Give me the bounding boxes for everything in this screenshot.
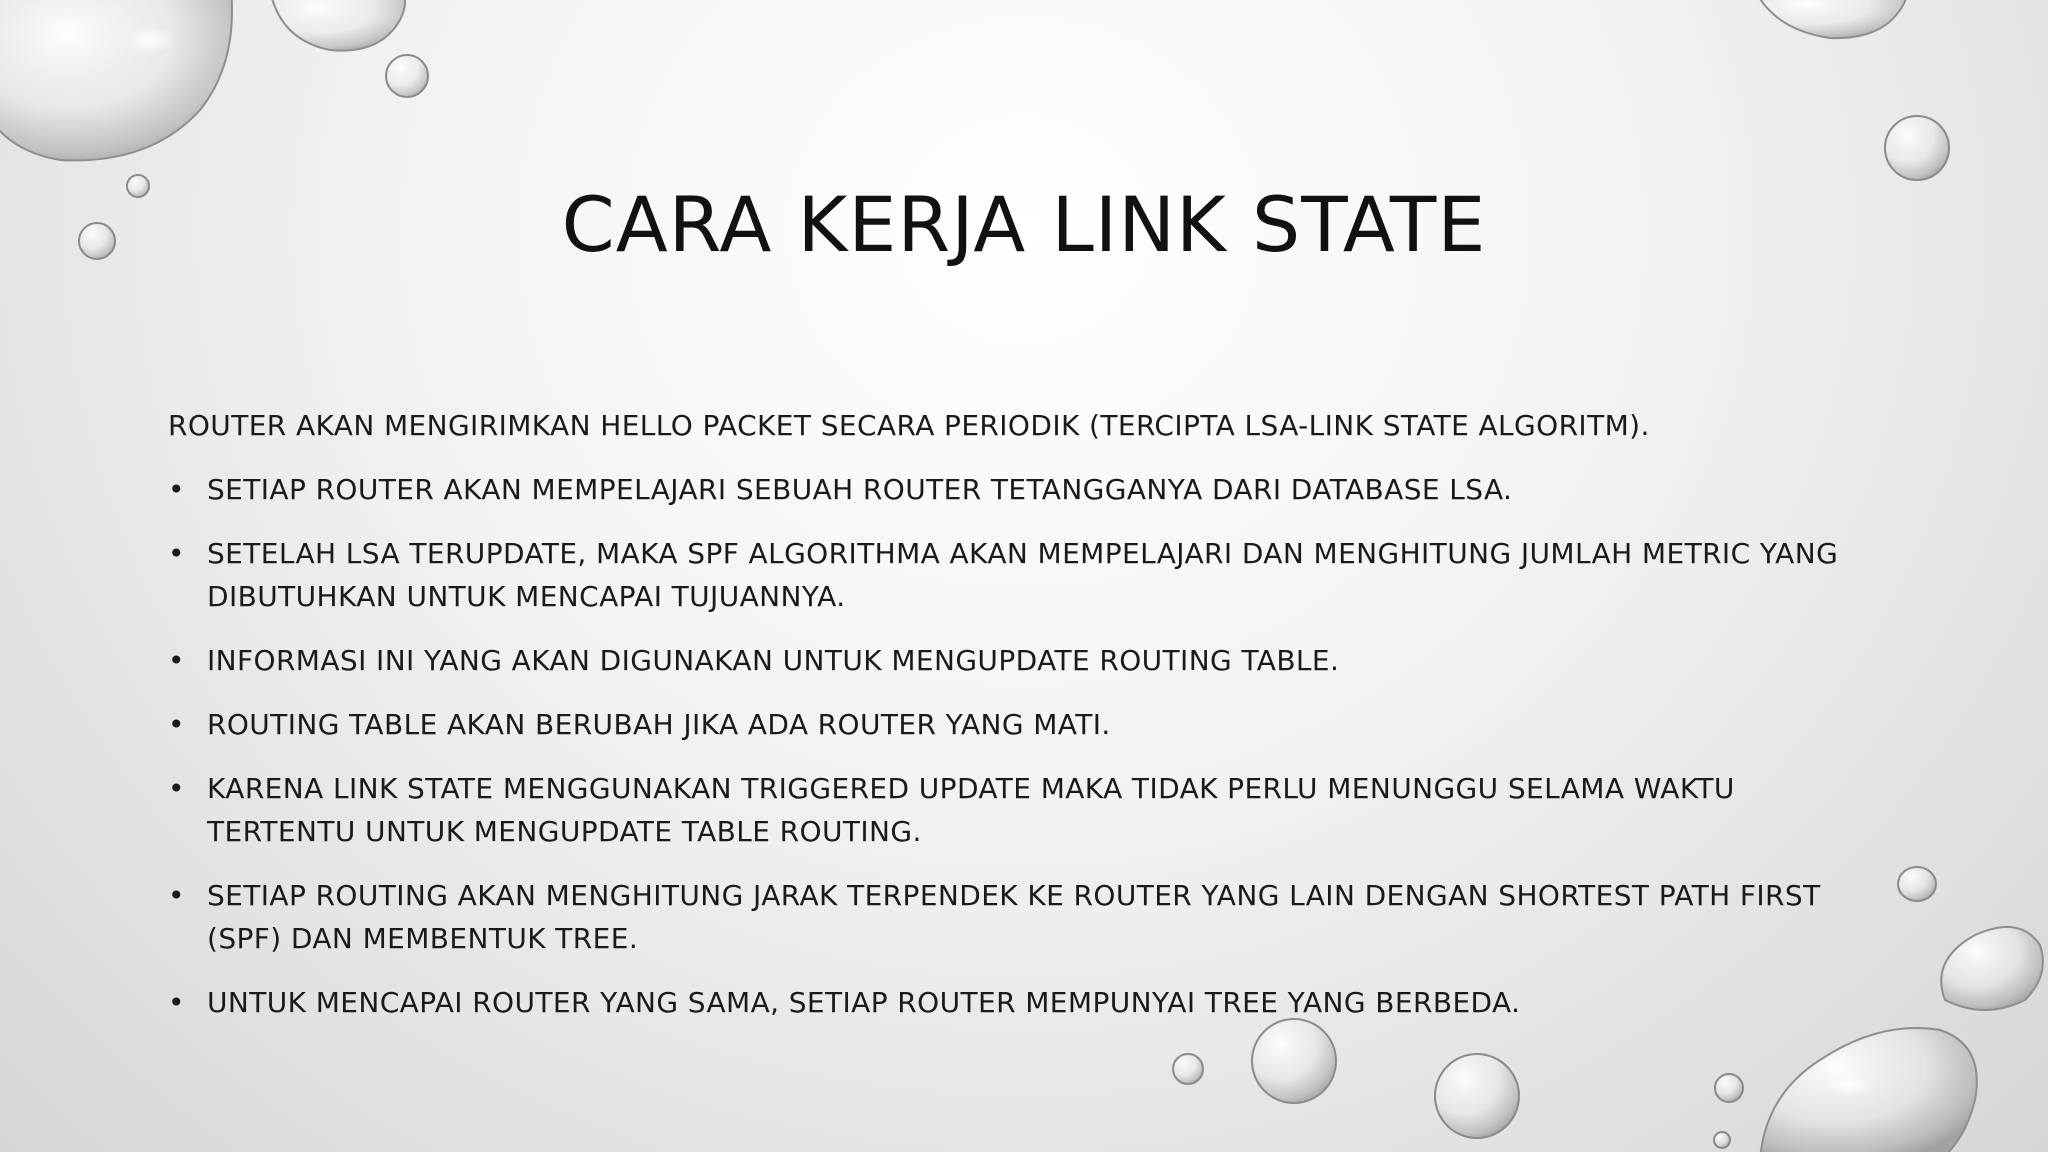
drop-bottom-small-2 xyxy=(1714,1132,1730,1148)
list-item-text: SETIAP ROUTER AKAN MEMPELAJARI SEBUAH ROUTER TETANGGANYA DARI DATABASE LSA. xyxy=(207,473,1513,506)
drop-bottom-small-3 xyxy=(1173,1054,1203,1084)
drop-bottom-right-2 xyxy=(1760,1028,1977,1152)
slide-title: CARA KERJA LINK STATE xyxy=(561,180,1487,269)
bullet-icon: • xyxy=(168,473,185,506)
bullet-icon: • xyxy=(168,644,185,677)
drop-bottom-small-1 xyxy=(1715,1074,1743,1102)
drop-bottom-right-1 xyxy=(1941,927,2043,1010)
bullet-icon: • xyxy=(168,986,185,1019)
drop-top-left-large xyxy=(0,0,232,160)
list-item xyxy=(168,468,1868,511)
bullet-icon: • xyxy=(168,708,185,741)
bullet-icon: • xyxy=(168,772,185,805)
bullet-icon: • xyxy=(168,537,185,570)
list-item-text: ROUTING TABLE AKAN BERUBAH JIKA ADA ROUTER YANG MATI. xyxy=(207,708,1111,741)
intro-text: ROUTER AKAN MENGIRIMKAN HELLO PACKET SECARA PERIODIK (TERCIPTA LSA-LINK STATE ALGORITM). xyxy=(168,409,1650,442)
drop-right-1 xyxy=(1885,116,1949,180)
list-item-text: UNTUK MENCAPAI ROUTER YANG SAMA, SETIAP ROUTER MEMPUNYAI TREE YANG BERBEDA. xyxy=(207,986,1521,1019)
list-item-text: SETELAH LSA TERUPDATE, MAKA SPF ALGORITHMA AKAN MEMPELAJARI DAN MENGHITUNG JUMLAH METRIC YANG DIBUTUHKAN UNTUK MENCAPAI TUJUANNYA. xyxy=(207,537,1839,613)
list-item xyxy=(168,874,1868,960)
list-item xyxy=(168,703,1868,746)
drop-small-1 xyxy=(386,55,428,97)
list-item-text: KARENA LINK STATE MENGGUNAKAN TRIGGERED UPDATE MAKA TIDAK PERLU MENUNGGU SELAMA WAKTU TERTENTU UNTUK MENGUPDATE TABLE ROUTING. xyxy=(207,772,1735,848)
list-item-text: SETIAP ROUTING AKAN MENGHITUNG JARAK TERPENDEK KE ROUTER YANG LAIN DENGAN SHORTEST PATH FIRST (SPF) DAN MEMBENTUK TREE. xyxy=(207,879,1821,955)
list-item xyxy=(168,532,1868,618)
drop-right-2 xyxy=(1898,867,1936,901)
slide-body xyxy=(168,404,1868,1045)
bullet-list xyxy=(168,468,1868,1024)
drop-top-left-medium xyxy=(270,0,405,51)
list-item xyxy=(168,767,1868,853)
list-item xyxy=(168,639,1868,682)
list-item xyxy=(168,981,1868,1024)
drop-bottom-mid xyxy=(1435,1054,1519,1138)
drop-top-right xyxy=(1755,0,1907,38)
list-item-text: INFORMASI INI YANG AKAN DIGUNAKAN UNTUK MENGUPDATE ROUTING TABLE. xyxy=(207,644,1340,677)
bullet-icon: • xyxy=(168,879,185,912)
